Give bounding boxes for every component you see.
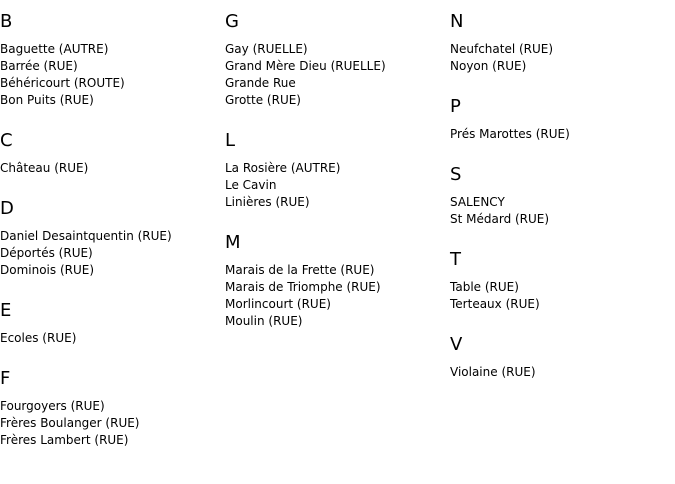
street-list <box>450 364 570 381</box>
street-item[interactable]: Grande Rue <box>225 76 296 90</box>
street-item[interactable]: Barrée (RUE) <box>0 59 78 73</box>
letter-heading: V <box>450 334 463 355</box>
letter-heading: B <box>0 11 13 32</box>
street-item[interactable]: Dominois (RUE) <box>0 263 95 277</box>
letter-group-f <box>0 368 172 449</box>
letter-heading: D <box>0 198 14 219</box>
street-item[interactable]: Déportés (RUE) <box>0 246 93 260</box>
street-list <box>225 160 386 211</box>
street-item[interactable]: St Médard (RUE) <box>450 212 550 226</box>
letter-group-b <box>0 11 172 109</box>
street-item[interactable]: Marais de Triomphe (RUE) <box>225 280 381 294</box>
letter-heading: E <box>0 300 12 321</box>
letter-group-l <box>225 130 386 211</box>
street-list <box>450 279 570 313</box>
letter-group-t <box>450 249 570 313</box>
street-item[interactable]: Neufchatel (RUE) <box>450 42 554 56</box>
street-item[interactable]: Le Cavin <box>225 178 277 192</box>
street-item[interactable]: Gay (RUELLE) <box>225 42 308 56</box>
street-index-column-3 <box>450 0 570 402</box>
street-item[interactable]: Daniel Desaintquentin (RUE) <box>0 229 172 243</box>
street-item[interactable]: Baguette (AUTRE) <box>0 42 109 56</box>
letter-group-m <box>225 232 386 330</box>
street-item[interactable]: Frères Lambert (RUE) <box>0 433 129 447</box>
letter-group-n <box>450 11 570 75</box>
letter-group-v <box>450 334 570 381</box>
letter-group-e <box>0 300 172 347</box>
letter-heading: N <box>450 11 464 32</box>
letter-heading: F <box>0 368 11 389</box>
street-item[interactable]: Morlincourt (RUE) <box>225 297 331 311</box>
street-item[interactable]: Linières (RUE) <box>225 195 310 209</box>
street-list <box>450 126 570 143</box>
street-item[interactable]: Grotte (RUE) <box>225 93 301 107</box>
street-list <box>0 330 172 347</box>
letter-heading: M <box>225 232 241 253</box>
street-list <box>450 41 570 75</box>
street-item[interactable]: Terteaux (RUE) <box>450 297 540 311</box>
street-item[interactable]: Frères Boulanger (RUE) <box>0 416 140 430</box>
street-item[interactable]: Bon Puits (RUE) <box>0 93 94 107</box>
street-item[interactable]: Château (RUE) <box>0 161 89 175</box>
street-list <box>225 41 386 109</box>
street-list <box>0 160 172 177</box>
letter-group-d <box>0 198 172 279</box>
street-item[interactable]: Prés Marottes (RUE) <box>450 127 570 141</box>
street-list <box>450 194 570 228</box>
street-item[interactable]: Moulin (RUE) <box>225 314 303 328</box>
street-list <box>0 41 172 109</box>
street-item[interactable]: La Rosière (AUTRE) <box>225 161 341 175</box>
street-item[interactable]: Table (RUE) <box>450 280 519 294</box>
letter-heading: G <box>225 11 239 32</box>
street-item[interactable]: Grand Mère Dieu (RUELLE) <box>225 59 386 73</box>
letter-heading: T <box>450 249 461 270</box>
letter-group-p <box>450 96 570 143</box>
street-item[interactable]: Violaine (RUE) <box>450 365 536 379</box>
street-item[interactable]: Marais de la Frette (RUE) <box>225 263 375 277</box>
letter-heading: C <box>0 130 13 151</box>
letter-group-c <box>0 130 172 177</box>
letter-group-s <box>450 164 570 228</box>
street-item[interactable]: Noyon (RUE) <box>450 59 527 73</box>
street-item[interactable]: Fourgoyers (RUE) <box>0 399 105 413</box>
street-item[interactable]: Béhéricourt (ROUTE) <box>0 76 125 90</box>
street-index-column-1 <box>0 0 172 470</box>
street-list <box>0 228 172 279</box>
street-item[interactable]: Ecoles (RUE) <box>0 331 77 345</box>
street-item[interactable]: SALENCY <box>450 195 505 209</box>
letter-group-g <box>225 11 386 109</box>
street-list <box>225 262 386 330</box>
letter-heading: P <box>450 96 461 117</box>
letter-heading: L <box>225 130 236 151</box>
street-index-column-2 <box>225 0 386 351</box>
letter-heading: S <box>450 164 462 185</box>
street-list <box>0 398 172 449</box>
